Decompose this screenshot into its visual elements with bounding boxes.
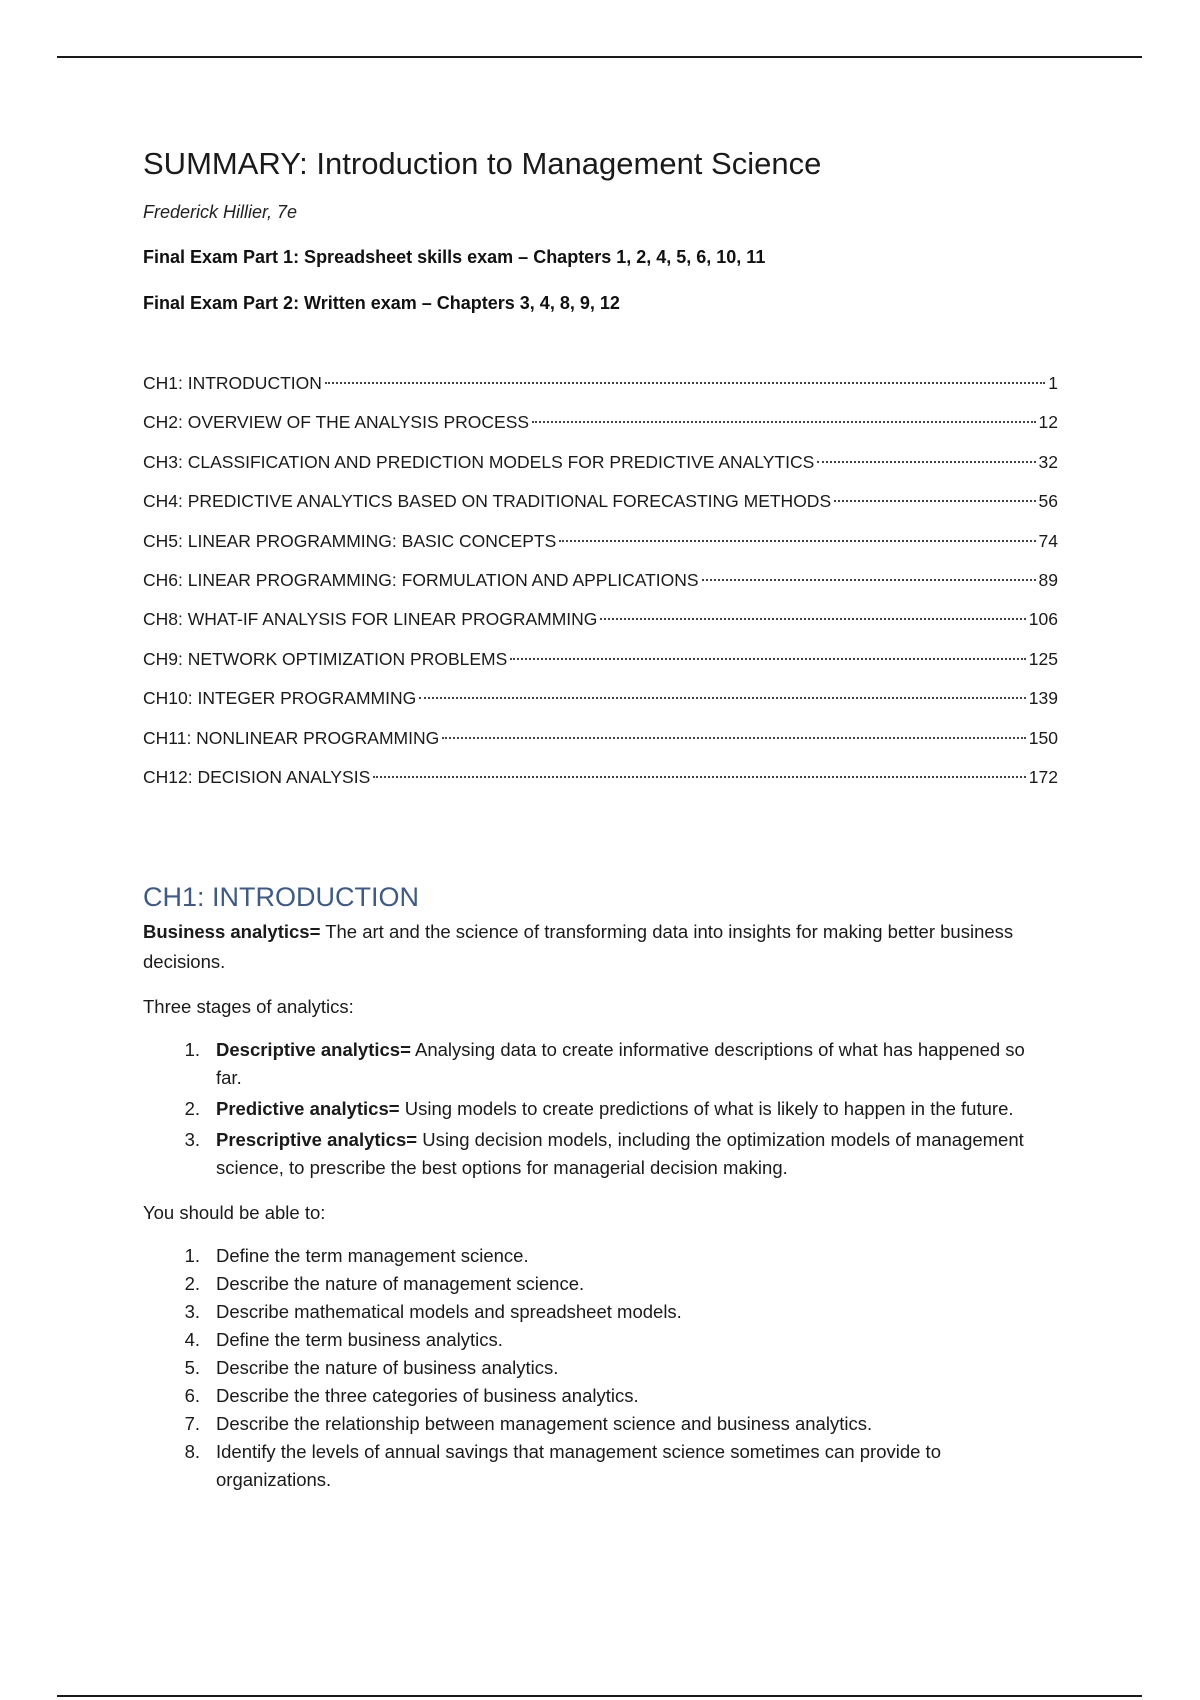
toc-entry-label: CH1: INTRODUCTION (143, 373, 322, 393)
list-number: 8. (184, 1441, 200, 1463)
toc-entry-label: CH8: WHAT-IF ANALYSIS FOR LINEAR PROGRAMMING (143, 609, 598, 630)
list-number: 3. (184, 1301, 200, 1323)
toc-entry-page: 139 (1028, 688, 1058, 709)
toc-entry[interactable] (143, 489, 1058, 528)
stage-text (216, 1126, 1036, 1182)
list-number: 6. (184, 1385, 200, 1407)
goal-text: Describe the nature of management science. (216, 1273, 585, 1295)
footer-rule (57, 1695, 1142, 1697)
definition-term: Business analytics= (143, 921, 321, 943)
stage-term: Prescriptive analytics= (216, 1129, 418, 1151)
toc-entry-page: 56 (1038, 491, 1058, 512)
stage-text (216, 1036, 1036, 1092)
goal-item (143, 1270, 1058, 1298)
exam-part-1: Final Exam Part 1: Spreadsheet skills exam – Chapters 1, 2, 4, 5, 6, 10, 11 (143, 247, 766, 267)
toc-entry-label: CH11: NONLINEAR PROGRAMMING (143, 727, 440, 748)
document-author: Frederick Hillier, 7e (143, 202, 298, 222)
goal-item (143, 1410, 1058, 1438)
toc-entry[interactable] (143, 686, 1058, 725)
toc-dot-leader (325, 382, 1045, 384)
toc-entry[interactable] (143, 568, 1058, 607)
goal-item (143, 1242, 1058, 1270)
goal-item (143, 1438, 1058, 1494)
toc-entry[interactable] (143, 647, 1058, 686)
toc-entry-page: 106 (1028, 609, 1058, 630)
toc-entry-page: 12 (1038, 412, 1058, 433)
toc-entry-label: CH5: LINEAR PROGRAMMING: BASIC CONCEPTS (143, 530, 557, 551)
toc-entry-label: CH6: LINEAR PROGRAMMING: FORMULATION AND APPLICATIONS (143, 569, 699, 590)
toc-entry-page: 32 (1038, 451, 1058, 472)
list-number: 1. (184, 1245, 200, 1267)
stage-description: Using decision models, including the optimization models of management science, to prescribe the best options for managerial decision making. (216, 1129, 1024, 1179)
toc-dot-leader (510, 658, 1026, 660)
header-rule (57, 56, 1142, 58)
stage-text (216, 1095, 1036, 1123)
stage-term: Descriptive analytics= (216, 1039, 411, 1061)
goal-item (143, 1354, 1058, 1382)
goal-item (143, 1326, 1058, 1354)
toc-dot-leader (442, 737, 1026, 739)
goals-list (143, 1242, 1058, 1494)
goal-text: Describe the relationship between management science and business analytics. (216, 1413, 873, 1435)
list-number: 2. (184, 1273, 200, 1295)
toc-dot-leader (373, 776, 1026, 778)
document-page (143, 140, 1058, 1494)
document-title: SUMMARY: Introduction to Management Science (143, 146, 822, 181)
goal-text: Identify the levels of annual savings that management science sometimes can provide to organizations. (216, 1441, 941, 1491)
toc-entry-page: 125 (1028, 648, 1058, 669)
toc-dot-leader (600, 618, 1025, 620)
toc-entry-page: 89 (1038, 569, 1058, 590)
toc-entry-page: 1 (1048, 373, 1058, 393)
toc-entry-label: CH12: DECISION ANALYSIS (143, 766, 371, 787)
toc-entry[interactable] (143, 765, 1058, 804)
stage-description: Using models to create predictions of what is likely to happen in the future. (399, 1098, 1014, 1120)
toc-dot-leader (702, 579, 1036, 581)
list-number: 3. (184, 1129, 200, 1151)
toc-entry-label: CH2: OVERVIEW OF THE ANALYSIS PROCESS (143, 412, 530, 433)
toc-dot-leader (834, 500, 1035, 502)
toc-entry[interactable] (143, 371, 1058, 410)
list-number: 2. (184, 1098, 200, 1120)
goal-item (143, 1298, 1058, 1326)
stage-term: Predictive analytics= (216, 1098, 400, 1120)
toc-entry-label: CH10: INTEGER PROGRAMMING (143, 688, 417, 709)
toc-entry[interactable] (143, 450, 1058, 489)
goal-text: Define the term management science. (216, 1245, 529, 1267)
toc-entry[interactable] (143, 529, 1058, 568)
toc-entry[interactable] (143, 607, 1058, 646)
toc-entry-page: 172 (1028, 766, 1058, 787)
list-number: 1. (184, 1039, 200, 1061)
toc-entry-label: CH9: NETWORK OPTIMIZATION PROBLEMS (143, 648, 508, 669)
table-of-contents (143, 371, 1058, 804)
goal-text: Describe the three categories of business analytics. (216, 1385, 639, 1407)
toc-entry-label: CH3: CLASSIFICATION AND PREDICTION MODELS FOR PREDICTIVE ANALYTICS (143, 451, 815, 472)
stage-item (143, 1126, 1058, 1182)
stage-description: Analysing data to create informative descriptions of what has happened so far. (216, 1039, 1025, 1089)
exam-part-2: Final Exam Part 2: Written exam – Chapters 3, 4, 8, 9, 12 (143, 293, 620, 313)
definition-text: The art and the science of transforming data into insights for making better business decisions. (143, 921, 1014, 973)
toc-entry[interactable] (143, 410, 1058, 449)
toc-entry-label: CH4: PREDICTIVE ANALYTICS BASED ON TRADITIONAL FORECASTING METHODS (143, 491, 832, 512)
list-number: 5. (184, 1357, 200, 1379)
list-number: 7. (184, 1413, 200, 1435)
business-analytics-definition (143, 917, 1058, 977)
toc-dot-leader (532, 421, 1035, 423)
ch1-heading: CH1: INTRODUCTION (143, 882, 419, 913)
stage-item (143, 1095, 1058, 1123)
toc-dot-leader (419, 697, 1026, 699)
toc-dot-leader (817, 461, 1035, 463)
goal-text: Define the term business analytics. (216, 1329, 503, 1351)
toc-entry[interactable] (143, 726, 1058, 765)
goal-item (143, 1382, 1058, 1410)
stage-item (143, 1036, 1058, 1092)
goal-text: Describe mathematical models and spreadsheet models. (216, 1301, 682, 1323)
stages-list (143, 1036, 1058, 1182)
able-intro: You should be able to: (143, 1202, 326, 1224)
toc-dot-leader (559, 540, 1035, 542)
list-number: 4. (184, 1329, 200, 1351)
stages-intro: Three stages of analytics: (143, 996, 354, 1018)
goal-text: Describe the nature of business analytics. (216, 1357, 559, 1379)
toc-entry-page: 150 (1028, 727, 1058, 748)
toc-entry-page: 74 (1038, 530, 1058, 551)
